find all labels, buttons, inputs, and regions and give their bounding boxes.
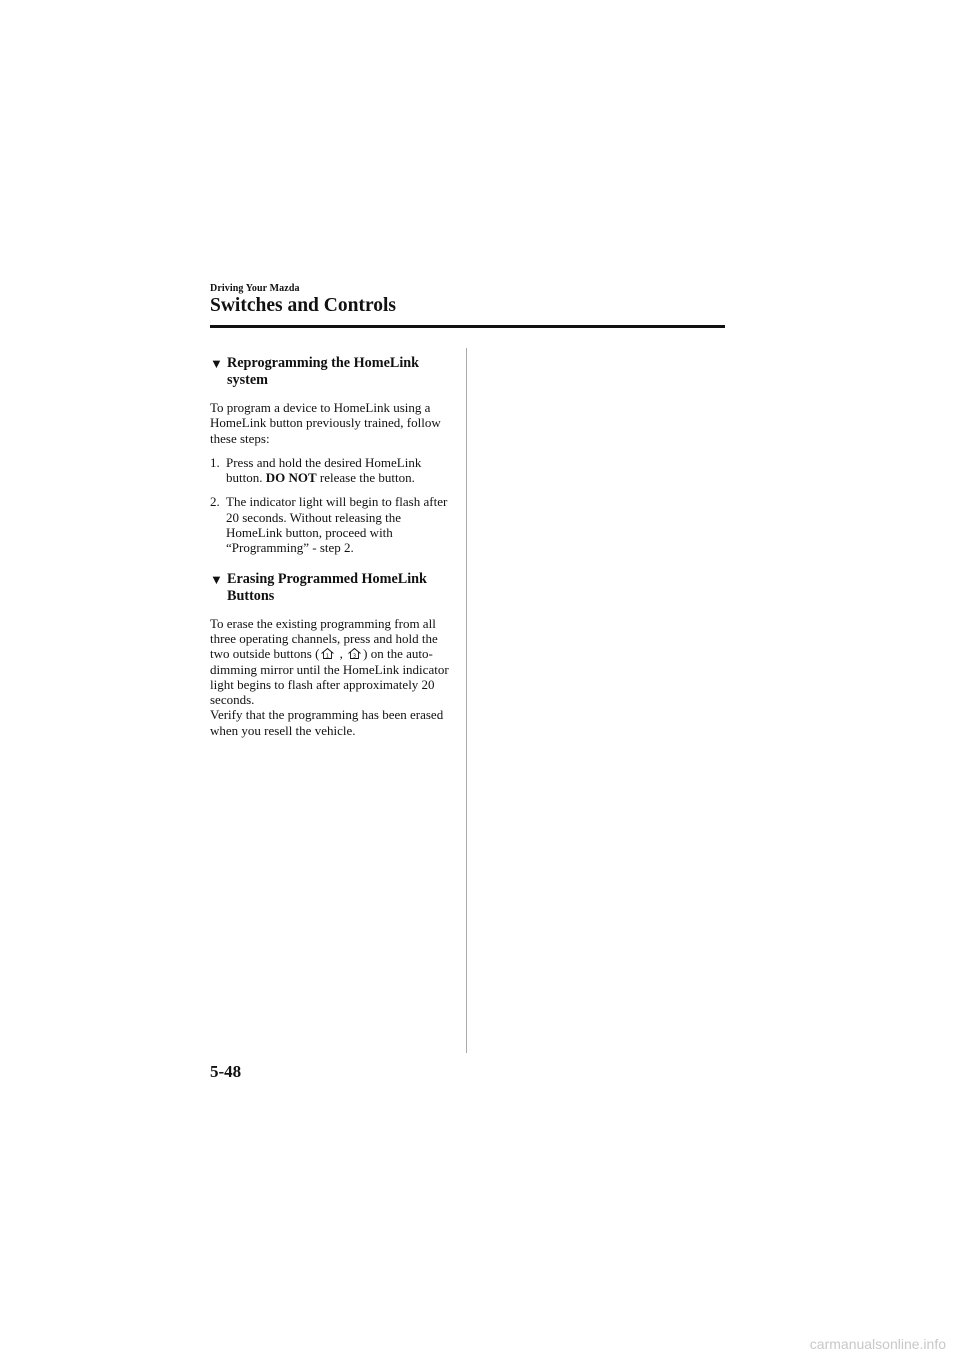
- step-text: [226, 455, 458, 486]
- step-text-before: Press and hold the desired HomeLink button.: [226, 454, 422, 486]
- svg-text:3: 3: [353, 653, 357, 660]
- triangle-marker-icon: ▼: [210, 356, 223, 371]
- step-text: The indicator light will begin to flash after 20 seconds. Without releasing the HomeLink button, proceed with “Programming” - step 2.: [226, 494, 448, 556]
- erasing-verify-note: Verify that the programming has been erased when you resell the vehicle.: [210, 707, 444, 738]
- watermark-link[interactable]: carmanualsonline.info: [809, 1336, 946, 1352]
- erasing-heading-text: Erasing Programmed HomeLink Buttons: [227, 570, 427, 604]
- icon-separator: ,: [339, 646, 343, 662]
- reprogramming-heading: [210, 355, 458, 389]
- page-number: 5-48: [210, 1062, 242, 1081]
- reprogramming-heading-text: Reprogramming the HomeLink system: [227, 355, 420, 388]
- erasing-heading: [210, 571, 458, 605]
- step-bold-warning: DO NOT: [265, 470, 317, 486]
- step-number: 2.: [210, 494, 220, 510]
- header-section-label: Driving Your Mazda: [210, 283, 300, 294]
- step-item: [210, 494, 458, 555]
- svg-text:1: 1: [326, 653, 330, 660]
- erasing-text-before: To erase the existing programming from all three operating channels, press and hold the two outside buttons (: [210, 615, 438, 662]
- left-column: [210, 355, 458, 747]
- triangle-marker-icon: ▼: [210, 571, 223, 587]
- step-item: [210, 455, 458, 486]
- page-title: Switches and Controls: [210, 295, 397, 316]
- erasing-instructions: [210, 616, 458, 708]
- erasing-text-after: ) on the auto-dimming mirror until the HomeLink indicator light begins to flash after approximately 20 seconds.: [210, 646, 449, 708]
- step-text-after: release the button.: [319, 470, 415, 486]
- header-rule: [210, 325, 725, 328]
- column-divider: [466, 348, 467, 1053]
- homelink-button-1-icon: [320, 647, 335, 660]
- homelink-button-3-icon: [347, 647, 362, 660]
- step-number: 1.: [210, 454, 220, 470]
- reprogramming-intro: To program a device to HomeLink using a HomeLink button previously trained, follow these steps:: [210, 400, 441, 446]
